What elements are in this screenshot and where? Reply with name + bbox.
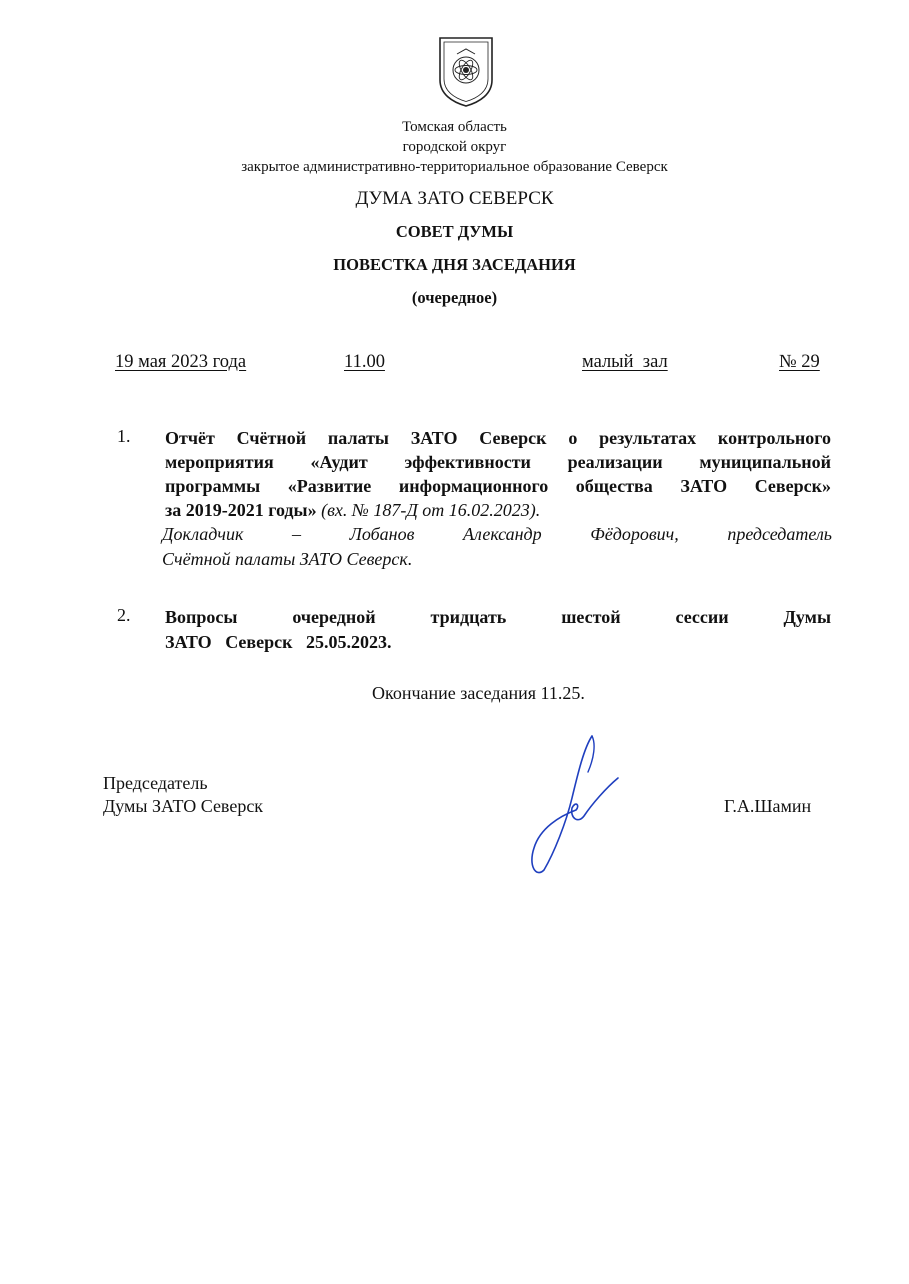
signatory-name: Г.А.Шамин — [724, 796, 812, 816]
agenda-item-1-speaker-line-1: Докладчик – Лобанов Александр Фёдорович, председатель — [162, 524, 832, 544]
council-title: СОВЕТ ДУМЫ — [395, 222, 514, 241]
doc-subtitle: (очередное) — [411, 288, 498, 307]
meeting-time: 11.00 — [344, 352, 385, 372]
agenda-item-2-title-line-1: Вопросы очередной тридцать шестой сессии Думы — [165, 607, 831, 627]
entity-text: закрытое административно-территориальное образование Северск — [241, 159, 668, 175]
agenda-item-1-title-line-1: Отчёт Счётной палаты ЗАТО Северск о результатах контрольного — [165, 428, 831, 448]
agenda-item-1-title-end: за 2019-2021 годы» — [165, 500, 317, 520]
agenda-item-2-number: 2. — [117, 605, 131, 625]
duma-title: ДУМА ЗАТО СЕВЕРСК — [355, 188, 554, 209]
agenda-item-1-reference: (вх. № 187-Д от 16.02.2023). — [316, 500, 541, 520]
district-text: городской округ — [402, 139, 507, 155]
coat-of-arms-emblem — [436, 34, 496, 110]
meeting-date: 19 мая 2023 года — [115, 352, 247, 372]
meeting-place: малый зал — [582, 352, 668, 372]
region-text: Томская область — [402, 119, 507, 135]
handwritten-signature — [520, 728, 630, 878]
agenda-item-1-title-line-3: программы «Развитие информационного общества ЗАТО Северск» — [165, 476, 831, 496]
agenda-item-1 — [165, 426, 831, 522]
meeting-number: № 29 — [779, 352, 820, 372]
doc-title: ПОВЕСТКА ДНЯ ЗАСЕДАНИЯ — [333, 255, 576, 274]
signatory-role-line-2: Думы ЗАТО Северск — [103, 796, 264, 816]
signatory-role-line-1: Председатель — [103, 773, 208, 793]
agenda-item-1-title-line-2: мероприятия «Аудит эффективности реализации муниципальной — [165, 452, 831, 472]
agenda-item-1-title-line-4 — [165, 498, 831, 522]
closing-text: Окончание заседания 11.25. — [372, 683, 585, 703]
agenda-item-1-number: 1. — [117, 426, 131, 446]
agenda-item-1-speaker-line-2: Счётной палаты ЗАТО Северск. — [162, 549, 413, 569]
signature-stroke — [532, 736, 618, 873]
agenda-item-2-title-line-2: ЗАТО Северск 25.05.2023. — [165, 632, 392, 652]
